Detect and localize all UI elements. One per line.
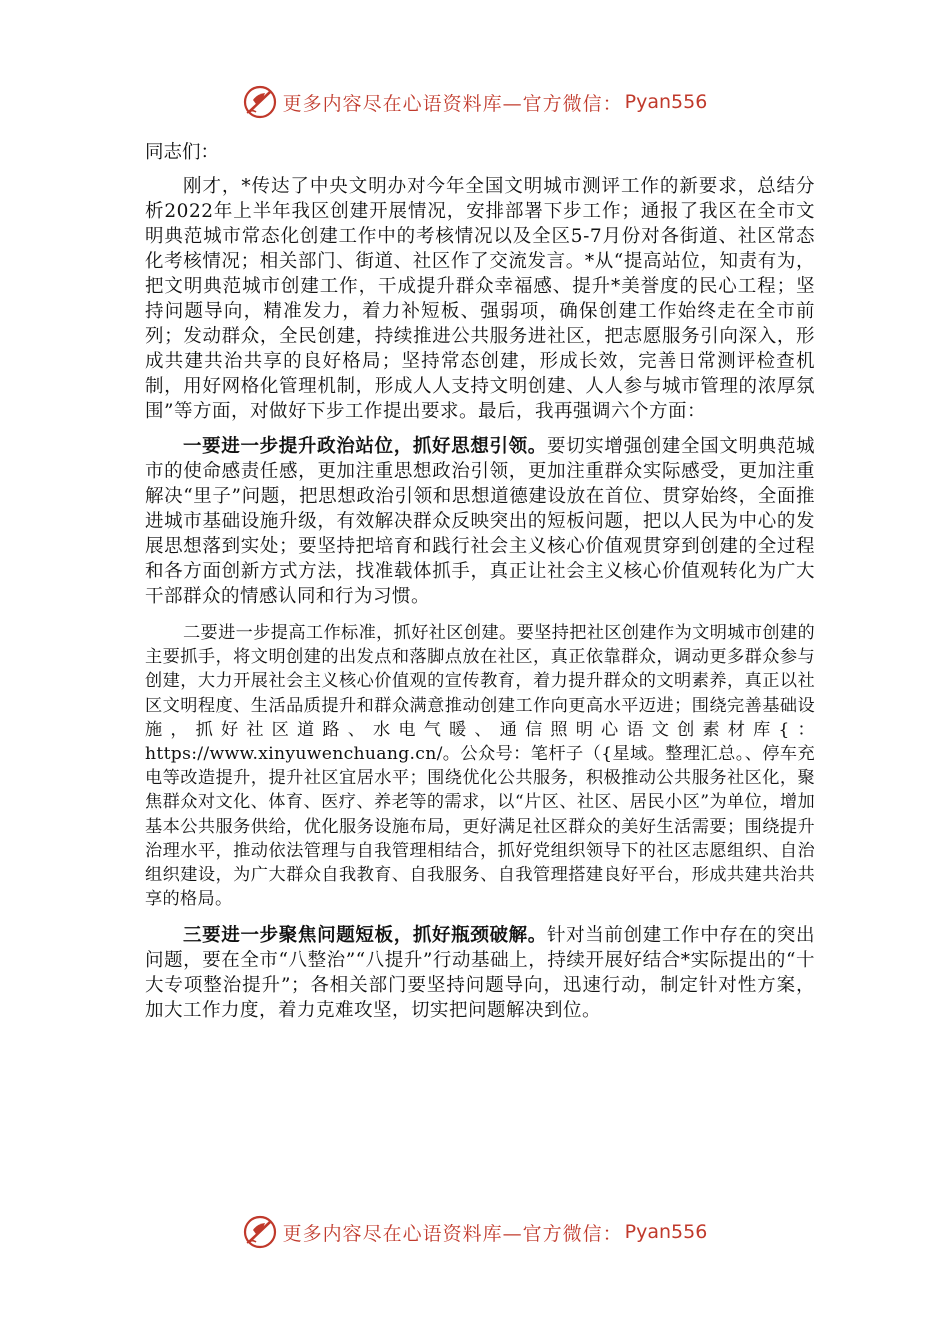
header-watermark bbox=[0, 82, 950, 122]
quill-logo-icon bbox=[243, 1215, 277, 1249]
paragraph-heading: 三要进一步聚焦问题短板，抓好瓶颈破解。 bbox=[183, 925, 547, 947]
paragraph-point-2 bbox=[145, 621, 815, 911]
salutation: 同志们： bbox=[145, 142, 220, 163]
watermark-text: 更多内容尽在心语资料库—官方微信： bbox=[282, 92, 623, 115]
paragraph-point-3 bbox=[145, 923, 815, 1023]
paragraph-intro bbox=[145, 174, 815, 424]
paragraph-text: 刚才，*传达了中央文明办对今年全国文明城市测评工作的新要求，总结分析2022年上半年我区创建开展情况，安排部署下步工作；通报了我区在全市文明典范城市常态化创建工作中的考核情况以及全区5-7月份对各街道、社区常态化考核情况；相关部门、街道、社区作了交流发言。*从“提高站位，知责有为，把文明典范城市创建工作，干成提升群众幸福感、提升*美誉度的民心工程；坚持问题导向，精准发力，着力补短板、强弱项，确保创建工作始终走在全市前列；发动群众，全民创建，持续推进公共服务进社区，把志愿服务引向深入，形成共建共治共享的良好格局；坚持常态创建，形成长效，完善日常测评检查机制，用好网格化管理机制，形成人人支持文明创建、人人参与城市管理的浓厚氛围”等方面，对做好下步工作提出要求。最后，我再强调六个方面： bbox=[145, 176, 815, 422]
paragraph-text: 二要进一步提高工作标准，抓好社区创建。要坚持把社区创建作为文明城市创建的主要抓手，将文明创建的出发点和落脚点放在社区，真正依靠群众，调动更多群众参与创建，大力开展社会主义核心价值观的宣传教育，着力提升群众的文明素养，真正以社区文明程度、生活品质提升和群众满意推动创建工作向更高水平迈进；围绕完善基础设施，抓好社区道路、水电气暖、通信照明心语文创素材库{：https://www.xinyuwenchuang.cn/。公众号：笔杆子（{星域。整理汇总。、停车充电等改造提升，提升社区宜居水平；围绕优化公共服务，积极推动公共服务社区化，聚焦群众对文化、体育、医疗、养老等的需求，以“片区、社区、居民小区”为单位，增加基本公共服务供给，优化服务设施布局，更好满足社区群众的美好生活需要；围绕提升治理水平，推动依法管理与自我管理相结合，抓好党组织领导下的社区志愿组织、自治组织建设，为广大群众自我教育、自我服务、自我管理搭建良好平台，形成共建共治共享的格局。 bbox=[145, 623, 815, 910]
paragraph-text: 要切实增强创建全国文明典范城市的使命感责任感，更加注重思想政治引领，更加注重群众实际感受，更加注重解决“里子”问题，把思想政治引领和思想道德建设放在首位、贯穿始终，全面推进城市基础设施升级，有效解决群众反映突出的短板问题，把以人民为中心的发展思想落到实处；要坚持把培育和践行社会主义核心价值观贯穿到创建的全过程和各方面创新方式方法，找准载体抓手，真正让社会主义核心价值观转化为广大干部群众的情感认同和行为习惯。 bbox=[145, 436, 815, 607]
paragraph-point-1 bbox=[145, 434, 815, 609]
watermark-wechat-id: Pyan556 bbox=[624, 1221, 708, 1243]
watermark-wechat-id: Pyan556 bbox=[624, 91, 708, 113]
quill-logo-icon bbox=[243, 85, 277, 119]
document-body bbox=[145, 140, 815, 1023]
paragraph-heading: 一要进一步提升政治站位，抓好思想引领。 bbox=[183, 436, 547, 457]
paragraph-text: 针对当前创建工作中存在的突出问题，要在全市“八整治”“八提升”行动基础上，持续开展好结合*实际提出的“十大专项整治提升”；各相关部门要坚持问题导向，迅速行动，制定针对性方案，加大工作力度，着力克难攻坚，切实把问题解决到位。 bbox=[145, 925, 815, 1022]
footer-watermark bbox=[0, 1212, 950, 1252]
watermark-text: 更多内容尽在心语资料库—官方微信： bbox=[282, 1222, 623, 1245]
